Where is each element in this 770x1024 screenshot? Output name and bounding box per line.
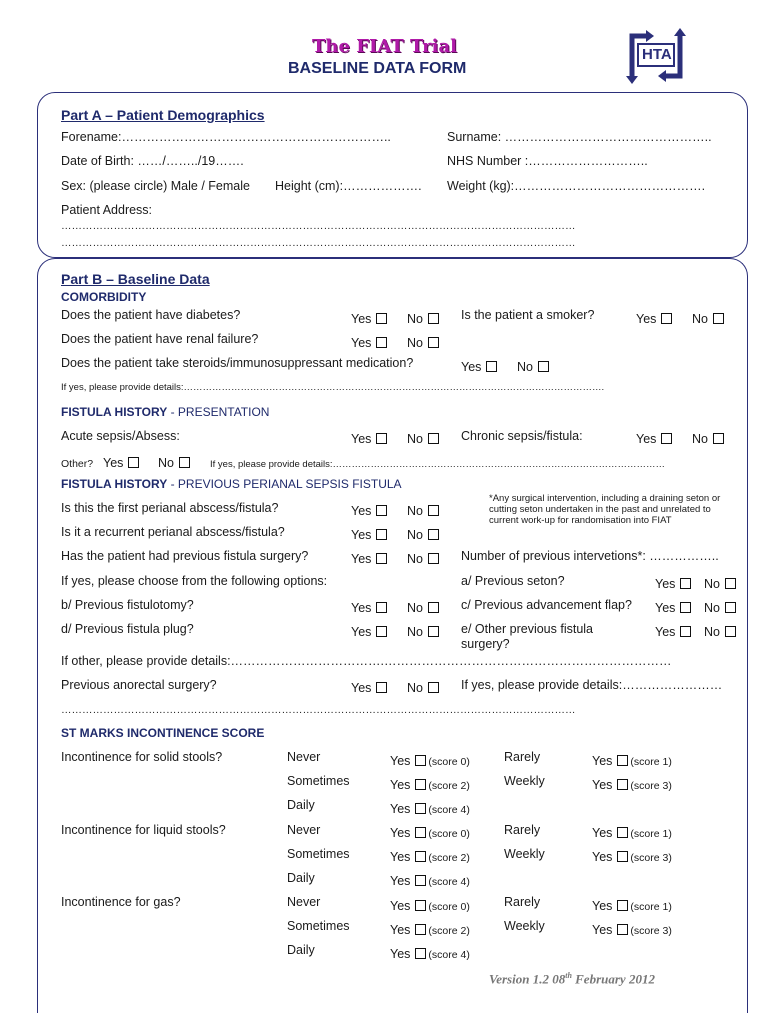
comorbidity-heading: COMORBIDITY xyxy=(61,290,147,304)
checkbox-icon[interactable] xyxy=(428,313,439,324)
other-no[interactable]: No xyxy=(158,456,190,470)
checkbox-icon[interactable] xyxy=(725,626,736,637)
checkbox-icon[interactable] xyxy=(428,626,439,637)
smoker-yes[interactable]: Yes xyxy=(636,312,672,326)
hta-logo-text: HTA xyxy=(642,46,672,63)
liquid-weekly-yes[interactable]: Yes (score 3) xyxy=(592,850,672,864)
previous-sepsis-heading: FISTULA HISTORY - PREVIOUS PERIANAL SEPSIS FISTULA xyxy=(61,477,402,491)
checkbox-icon[interactable] xyxy=(376,313,387,324)
opt-other-surgery: e/ Other previous fistula surgery? xyxy=(461,622,594,651)
st-marks-heading: ST MARKS INCONTINENCE SCORE xyxy=(61,726,265,740)
prev-surgery-no[interactable]: No xyxy=(407,552,439,566)
gas-daily-yes[interactable]: Yes (score 4) xyxy=(390,947,470,961)
liquid-rarely-yes[interactable]: Yes (score 1) xyxy=(592,826,672,840)
checkbox-icon[interactable] xyxy=(713,433,724,444)
address-line-1[interactable]: ………………………………………………………………………………………………………………………………… xyxy=(61,220,576,232)
address-label: Patient Address: xyxy=(61,203,153,217)
q-other: Other? xyxy=(61,458,94,470)
flap-yes[interactable]: Yes xyxy=(655,601,691,615)
checkbox-icon[interactable] xyxy=(376,529,387,540)
freq-sometimes: Sometimes xyxy=(287,847,350,861)
checkbox-icon[interactable] xyxy=(713,313,724,324)
q-acute-sepsis: Acute sepsis/Absess: xyxy=(61,429,180,443)
recurrent-yes[interactable]: Yes xyxy=(351,528,387,542)
checkbox-icon[interactable] xyxy=(680,626,691,637)
liquid-sometimes-yes[interactable]: Yes (score 2) xyxy=(390,850,470,864)
checkbox-icon[interactable] xyxy=(617,779,628,790)
q-inc-gas: Incontinence for gas? xyxy=(61,895,181,909)
checkbox-icon[interactable] xyxy=(376,682,387,693)
anorectal-details-line[interactable]: ………………………………………………………………………………………………………………………………… xyxy=(61,704,576,716)
solid-rarely-yes[interactable]: Yes (score 1) xyxy=(592,754,672,768)
form-subtitle: BASELINE DATA FORM xyxy=(288,60,467,77)
fistula-presentation-heading: FISTULA HISTORY - PRESENTATION xyxy=(61,405,270,419)
freq-daily: Daily xyxy=(287,943,315,957)
opt-fistula-plug: d/ Previous fistula plug? xyxy=(61,622,194,636)
solid-daily-yes[interactable]: Yes (score 4) xyxy=(390,802,470,816)
q-inc-liquid: Incontinence for liquid stools? xyxy=(61,823,226,837)
forename-field[interactable]: Forename:……………………………………………………….. xyxy=(61,130,391,144)
checkbox-icon[interactable] xyxy=(680,578,691,589)
other-details-field[interactable]: If yes, please provide details:…………………………………………………………………………………………… xyxy=(210,459,666,470)
seton-no[interactable]: No xyxy=(704,577,736,591)
sex-field[interactable]: Sex: (please circle) Male / Female xyxy=(61,179,250,193)
other-surgery-no[interactable]: No xyxy=(704,625,736,639)
gas-weekly-yes[interactable]: Yes (score 3) xyxy=(592,923,672,937)
diabetes-no[interactable]: No xyxy=(407,312,439,326)
freq-weekly: Weekly xyxy=(504,774,545,788)
address-line-2[interactable]: ………………………………………………………………………………………………………………………………… xyxy=(61,237,576,249)
steroid-details-field[interactable]: If yes, please provide details:……………………………………………………………………………………………………………………. xyxy=(61,382,605,393)
freq-sometimes: Sometimes xyxy=(287,774,350,788)
checkbox-icon[interactable] xyxy=(415,755,426,766)
checkbox-icon[interactable] xyxy=(428,553,439,564)
intervention-note: *Any surgical intervention, including a draining seton or cutting seton undertaken in the past and unrelated to current work-up for randomisation into FIAT xyxy=(489,493,721,526)
flap-no[interactable]: No xyxy=(704,601,736,615)
checkbox-icon[interactable] xyxy=(428,682,439,693)
checkbox-icon[interactable] xyxy=(376,505,387,516)
renal-no[interactable]: No xyxy=(407,336,439,350)
checkbox-icon[interactable] xyxy=(617,827,628,838)
freq-rarely: Rarely xyxy=(504,895,541,909)
checkbox-icon[interactable] xyxy=(415,900,426,911)
nhs-number-field[interactable]: NHS Number :……………………….. xyxy=(447,154,648,168)
checkbox-icon[interactable] xyxy=(486,361,497,372)
freq-weekly: Weekly xyxy=(504,919,545,933)
gas-rarely-yes[interactable]: Yes (score 1) xyxy=(592,899,672,913)
freq-daily: Daily xyxy=(287,798,315,812)
checkbox-icon[interactable] xyxy=(617,900,628,911)
solid-weekly-yes[interactable]: Yes (score 3) xyxy=(592,778,672,792)
steroids-no[interactable]: No xyxy=(517,360,549,374)
q-first-abscess: Is this the first perianal abscess/fistula? xyxy=(61,501,279,515)
chronic-no[interactable]: No xyxy=(692,432,724,446)
freq-never: Never xyxy=(287,750,321,764)
opt-previous-seton: a/ Previous seton? xyxy=(461,574,565,588)
other-details-line[interactable]: If other, please provide details:……………………………….…………………………………………………………… xyxy=(61,654,672,668)
checkbox-icon[interactable] xyxy=(415,851,426,862)
fistulotomy-yes[interactable]: Yes xyxy=(351,601,387,615)
first-no[interactable]: No xyxy=(407,504,439,518)
height-field[interactable]: Height (cm):………………. xyxy=(275,179,422,193)
checkbox-icon[interactable] xyxy=(428,602,439,613)
other-surgery-yes[interactable]: Yes xyxy=(655,625,691,639)
gas-never-yes[interactable]: Yes (score 0) xyxy=(390,899,470,913)
seton-yes[interactable]: Yes xyxy=(655,577,691,591)
q-renal: Does the patient have renal failure? xyxy=(61,332,259,346)
checkbox-icon[interactable] xyxy=(428,505,439,516)
q-smoker: Is the patient a smoker? xyxy=(461,308,595,322)
checkbox-icon[interactable] xyxy=(415,779,426,790)
q-previous-surgery: Has the patient had previous fistula surgery? xyxy=(61,549,309,563)
checkbox-icon[interactable] xyxy=(415,875,426,886)
anorectal-no[interactable]: No xyxy=(407,681,439,695)
gas-sometimes-yes[interactable]: Yes (score 2) xyxy=(390,923,470,937)
checkbox-icon[interactable] xyxy=(428,433,439,444)
freq-never: Never xyxy=(287,823,321,837)
liquid-never-yes[interactable]: Yes (score 0) xyxy=(390,826,470,840)
chronic-yes[interactable]: Yes xyxy=(636,432,672,446)
solid-sometimes-yes[interactable]: Yes (score 2) xyxy=(390,778,470,792)
steroids-yes[interactable]: Yes xyxy=(461,360,497,374)
renal-yes[interactable]: Yes xyxy=(351,336,387,350)
smoker-no[interactable]: No xyxy=(692,312,724,326)
checkbox-icon[interactable] xyxy=(415,803,426,814)
freq-daily: Daily xyxy=(287,871,315,885)
checkbox-icon[interactable] xyxy=(415,924,426,935)
q-inc-solid: Incontinence for solid stools? xyxy=(61,750,223,764)
hta-logo xyxy=(624,22,688,90)
opt-advancement-flap: c/ Previous advancement flap? xyxy=(461,598,632,612)
first-yes[interactable]: Yes xyxy=(351,504,387,518)
checkbox-icon[interactable] xyxy=(725,602,736,613)
checkbox-icon[interactable] xyxy=(376,602,387,613)
anorectal-yes[interactable]: Yes xyxy=(351,681,387,695)
num-interventions-field[interactable]: Number of previous intervetions*: …………….. xyxy=(461,549,719,563)
checkbox-icon[interactable] xyxy=(376,433,387,444)
checkbox-icon[interactable] xyxy=(415,948,426,959)
checkbox-icon[interactable] xyxy=(128,457,139,468)
weight-field[interactable]: Weight (kg):………………………………………. xyxy=(447,179,706,193)
checkbox-icon[interactable] xyxy=(376,337,387,348)
q-choose-options: If yes, please choose from the following options: xyxy=(61,574,328,588)
checkbox-icon[interactable] xyxy=(415,827,426,838)
part-b-title: Part B – Baseline Data xyxy=(61,271,210,287)
q-anorectal-surgery: Previous anorectal surgery? xyxy=(61,678,217,692)
q-recurrent: Is it a recurrent perianal abscess/fistula? xyxy=(61,525,285,539)
freq-rarely: Rarely xyxy=(504,750,541,764)
diabetes-yes[interactable]: Yes xyxy=(351,312,387,326)
liquid-daily-yes[interactable]: Yes (score 4) xyxy=(390,874,470,888)
freq-weekly: Weekly xyxy=(504,847,545,861)
checkbox-icon[interactable] xyxy=(617,755,628,766)
anorectal-details-field[interactable]: If yes, please provide details:…………………… xyxy=(461,678,723,692)
acute-no[interactable]: No xyxy=(407,432,439,446)
checkbox-icon[interactable] xyxy=(538,361,549,372)
fistulotomy-no[interactable]: No xyxy=(407,601,439,615)
dob-field[interactable]: Date of Birth: ……/……../19……. xyxy=(61,154,244,168)
checkbox-icon[interactable] xyxy=(617,924,628,935)
checkbox-icon[interactable] xyxy=(661,313,672,324)
q-steroids: Does the patient take steroids/immunosuppressant medication? xyxy=(61,356,414,370)
checkbox-icon[interactable] xyxy=(179,457,190,468)
freq-sometimes: Sometimes xyxy=(287,919,350,933)
checkbox-icon[interactable] xyxy=(725,578,736,589)
plug-yes[interactable]: Yes xyxy=(351,625,387,639)
version-footer: Version 1.2 08th February 2012 xyxy=(489,971,655,987)
checkbox-icon[interactable] xyxy=(376,553,387,564)
prev-surgery-yes[interactable]: Yes xyxy=(351,552,387,566)
checkbox-icon[interactable] xyxy=(376,626,387,637)
checkbox-icon[interactable] xyxy=(680,602,691,613)
q-diabetes: Does the patient have diabetes? xyxy=(61,308,241,322)
acute-yes[interactable]: Yes xyxy=(351,432,387,446)
checkbox-icon[interactable] xyxy=(661,433,672,444)
surname-field[interactable]: Surname: ………………………………………….. xyxy=(447,130,712,144)
other-yes[interactable]: Yes xyxy=(103,456,139,470)
q-chronic-sepsis: Chronic sepsis/fistula: xyxy=(461,429,583,443)
checkbox-icon[interactable] xyxy=(428,529,439,540)
checkbox-icon[interactable] xyxy=(617,851,628,862)
opt-previous-fistulotomy: b/ Previous fistulotomy? xyxy=(61,598,194,612)
form-title: The FIAT Trial xyxy=(312,36,457,57)
recurrent-no[interactable]: No xyxy=(407,528,439,542)
solid-never-yes[interactable]: Yes (score 0) xyxy=(390,754,470,768)
part-a-title: Part A – Patient Demographics xyxy=(61,107,265,123)
freq-never: Never xyxy=(287,895,321,909)
plug-no[interactable]: No xyxy=(407,625,439,639)
freq-rarely: Rarely xyxy=(504,823,541,837)
checkbox-icon[interactable] xyxy=(428,337,439,348)
